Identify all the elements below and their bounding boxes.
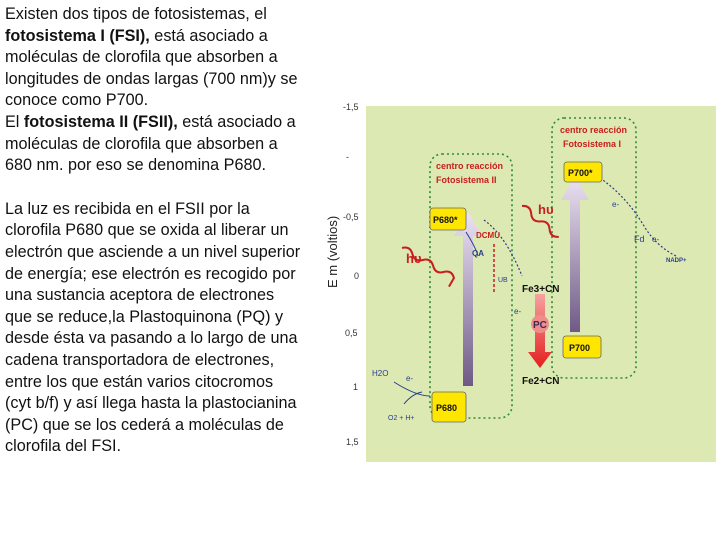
y-tick-7: 1,5 [346,437,359,447]
y-tick-1: -1,5 [343,102,359,112]
y-axis-ticks [343,102,359,447]
e-label-fd: e- [652,235,660,244]
y-tick-3: -0,5 [343,212,359,222]
intro-bold-fsi: fotosistema I (FSI), [5,26,150,45]
p700-excited-label: P700* [568,168,593,178]
ps2-hv-label: hυ [406,251,422,266]
p700-label: P700 [569,343,591,353]
p680-excited-label: P680* [433,215,458,225]
e-label-h2o: e- [406,374,414,383]
photosystem-diagram [326,96,718,466]
fsii-text-a: El [5,112,24,131]
paragraph-fsii [5,112,301,177]
p680-excited-node [430,208,466,230]
ps1-title-1: centro reacción [560,125,628,135]
p700-node [563,336,601,358]
h2o-label: H2O [372,369,389,378]
fd-label: Fd [634,234,645,244]
e-label-ps1: e- [612,200,620,209]
ps1-hv-label: hυ [538,202,554,217]
y-tick-2: - [346,152,349,162]
fsii-bold: fotosistema II (FSII), [23,112,178,131]
paragraph-intro [5,4,301,112]
ps2-title-2: Fotosistema II [436,175,497,185]
paragraph-process: La luz es recibida en el FSII por la clorofila P680 que se oxida al liberar un electrón que asciende a un nivel superior de energía; ese electrón es recogido por una sustancia aceptora de electrones que se reduce,la Plastoquinona (PQ) y desde ésta va pasando a lo largo de una cadena transportadora de electrones, entre los que están varios citocromos (cyt b/f) y así llega hasta la plastocianina (PC) que se los cederá a moléculas de clorofila del FSI. [5,199,301,456]
dcmu-label: DCMU [476,231,500,240]
y-tick-4: 0 [354,271,360,281]
y-tick-6: 1 [353,382,359,392]
fsii-text-c: está asociado a moléculas de clorofila que absorben a 680 nm. por eso se denomina P680. [5,112,296,175]
p680-label: P680 [436,403,458,413]
ub-label: UB [498,277,508,284]
intro-text-c: está asociado a moléculas de clorofila que absorben a longitudes de ondas largas (700 nm)y se conoce como P700. [5,26,298,110]
text-column [5,4,301,458]
e-label-mid: e- [514,307,522,316]
p700-excited-node [564,162,602,182]
o2-label: O2 + H+ [388,415,415,422]
nadp-label: NADP+ [666,258,687,264]
cyt-reduced-label: Fe2+CN [522,376,560,387]
ps1-title-2: Fotosistema I [563,139,622,149]
intro-text-a: Existen dos tipos de fotosistemas, el [5,5,267,23]
y-tick-5: 0,5 [345,328,358,338]
ps2-title-1: centro reacción [436,161,504,171]
p680-node [432,392,466,422]
pc-label: PC [533,320,547,331]
cyt-oxidized-label: Fe3+CN [522,284,560,295]
qa-label: QA [472,249,484,258]
y-axis-label: E m (voltios) [326,215,340,288]
